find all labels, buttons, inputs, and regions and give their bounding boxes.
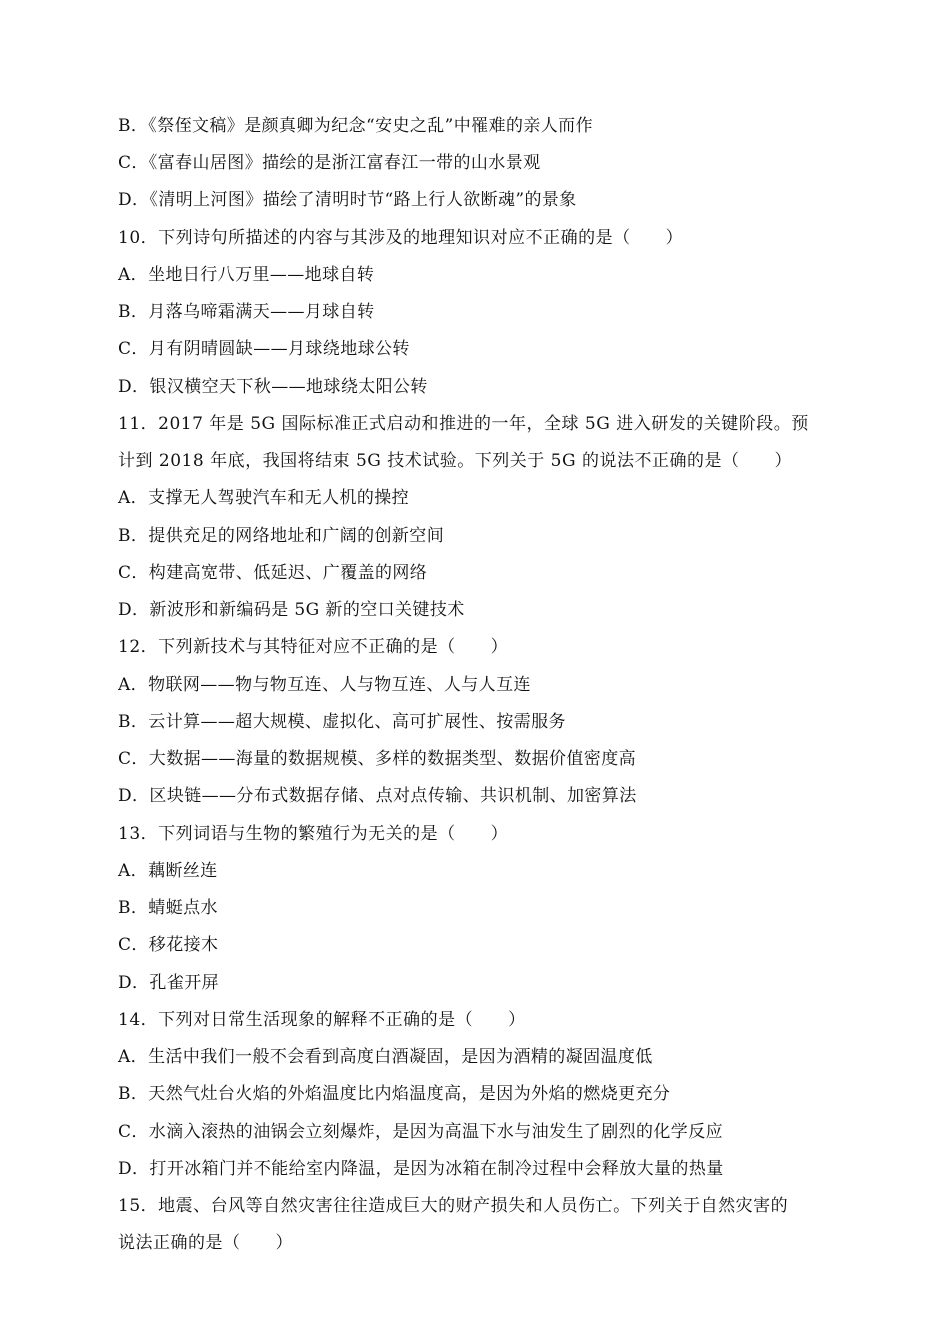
q13-option-c: C．移花接木 [118, 935, 219, 955]
q11-option-c: C．构建高宽带、低延迟、广覆盖的网络 [118, 563, 428, 583]
q9-option-c: C．《富春山居图》描绘的是浙江富春江一带的山水景观 [118, 153, 541, 173]
q9-option-b: B．《祭侄文稿》是颜真卿为纪念“安史之乱”中罹难的亲人而作 [118, 116, 593, 136]
question-11-line-1: 11．2017 年是 5G 国际标准正式启动和推进的一年，全球 5G 进入研发的关键阶段。预 [118, 414, 809, 434]
q12-option-c: C．大数据——海量的数据规模、多样的数据类型、数据价值密度高 [118, 749, 637, 769]
q11-option-d: D．新波形和新编码是 5G 新的空口关键技术 [118, 600, 465, 620]
q14-option-d: D．打开冰箱门并不能给室内降温，是因为冰箱在制冷过程中会释放大量的热量 [118, 1159, 724, 1179]
q10-option-b: B．月落乌啼霜满天——月球自转 [118, 302, 375, 322]
q9-option-d: D．《清明上河图》描绘了清明时节“路上行人欲断魂”的景象 [118, 190, 577, 210]
q10-option-a: A．坐地日行八万里——地球自转 [118, 265, 375, 285]
q12-option-b: B．云计算——超大规模、虚拟化、高可扩展性、按需服务 [118, 712, 566, 732]
question-14: 14．下列对日常生活现象的解释不正确的是（ ） [118, 1010, 526, 1030]
question-15-line-1: 15．地震、台风等自然灾害往往造成巨大的财产损失和人员伤亡。下列关于自然灾害的 [118, 1196, 789, 1216]
q12-option-a: A．物联网——物与物互连、人与物互连、人与人互连 [118, 675, 531, 695]
q11-option-b: B．提供充足的网络地址和广阔的创新空间 [118, 526, 445, 546]
q13-option-d: D．孔雀开屏 [118, 973, 220, 993]
q14-option-c: C．水滴入滚热的油锅会立刻爆炸，是因为高温下水与油发生了剧烈的化学反应 [118, 1122, 724, 1142]
question-15-line-2: 说法正确的是（ ） [118, 1233, 293, 1253]
q14-option-a: A．生活中我们一般不会看到高度白酒凝固，是因为酒精的凝固温度低 [118, 1047, 653, 1067]
question-13: 13．下列词语与生物的繁殖行为无关的是（ ） [118, 824, 509, 844]
question-11-line-2: 计到 2018 年底，我国将结束 5G 技术试验。下列关于 5G 的说法不正确的是（ ） [118, 451, 792, 471]
q10-option-d: D．银汉横空天下秋——地球绕太阳公转 [118, 377, 428, 397]
q10-option-c: C．月有阴晴圆缺——月球绕地球公转 [118, 339, 410, 359]
q14-option-b: B．天然气灶台火焰的外焰温度比内焰温度高，是因为外焰的燃烧更充分 [118, 1084, 671, 1104]
q13-option-a: A．藕断丝连 [118, 861, 218, 881]
q11-option-a: A．支撑无人驾驶汽车和无人机的操控 [118, 488, 410, 508]
q13-option-b: B．蜻蜓点水 [118, 898, 218, 918]
question-12: 12．下列新技术与其特征对应不正确的是（ ） [118, 637, 509, 657]
q12-option-d: D．区块链——分布式数据存储、点对点传输、共识机制、加密算法 [118, 786, 637, 806]
question-10: 10．下列诗句所描述的内容与其涉及的地理知识对应不正确的是（ ） [118, 228, 684, 248]
